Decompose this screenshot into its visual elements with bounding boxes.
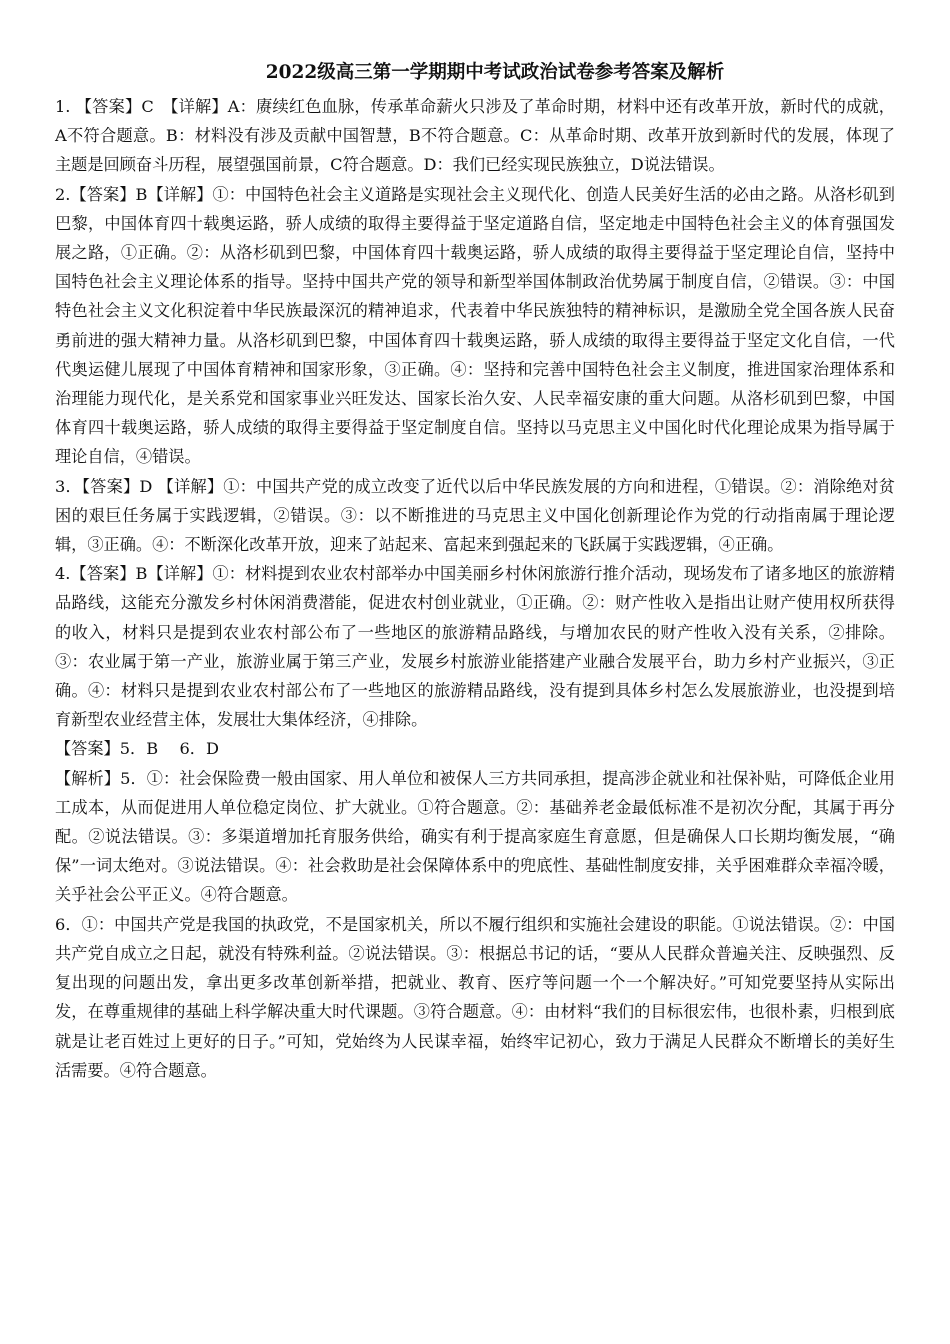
- answer-2: 2.【答案】B【详解】①：中国特色社会主义道路是实现社会主义现代化、创造人民美好生活的必由之路。从洛杉矶到巴黎，中国体育四十载奥运路，骄人成绩的取得主要得益于坚定道路自信，坚定地走中国特色社会主义的体育强国发展之路，①正确。②：从洛杉矶到巴黎，中国体育四十载奥运路，骄人成绩的取得主要得益于坚定理论自信，坚持中国特色社会主义理论体系的指导。坚持中国共产党的领导和新型举国体制政治优势属于制度自信，②错误。③：中国特色社会主义文化积淀着中华民族最深沉的精神追求，代表着中华民族独特的精神标识，是激励全党全国各族人民奋勇前进的强大精神力量。从洛杉矶到巴黎，中国体育四十载奥运路，骄人成绩的取得主要得益于坚定文化自信，一代代奥运健儿展现了中国体育精神和国家形象，③正确。④：坚持和完善中国特色社会主义制度，推进国家治理体系和治理能力现代化，是关系党和国家事业兴旺发达、国家长治久安、人民幸福安康的重大问题。从洛杉矶到巴黎，中国体育四十载奥运路，骄人成绩的取得主要得益于坚定制度自信。坚持以马克思主义中国化时代化理论成果为指导属于理论自信，④错误。: [55, 184, 895, 467]
- document-title: 2022级高三第一学期期中考试政治试卷参考答案及解析: [265, 62, 725, 83]
- answer-4: 4.【答案】B【详解】①：材料提到农业农村部举办中国美丽乡村休闲旅游行推介活动，现场发布了诸多地区的旅游精品路线，这能充分激发乡村休闲消费潜能，促进农村创业就业，①正确。②：财产性收入是指出让财产使用权所获得的收入，材料只是提到农业农村部公布了一些地区的旅游精品路线，与增加农民的财产性收入没有关系，②排除。③：农业属于第一产业，旅游业属于第三产业，发展乡村旅游业能搭建产业融合发展平台，助力乡村产业振兴，③正确。④：材料只是提到农业农村部公布了一些地区的旅游精品路线，没有提到具体乡村怎么发展旅游业，也没提到培育新型农业经营主体，发展壮大集体经济，④排除。: [55, 564, 895, 730]
- analysis-6: 6．①：中国共产党是我国的执政党，不是国家机关，所以不履行组织和实施社会建设的职能。①说法错误。②：中国共产党自成立之日起，就没有特殊利益。②说法错误。③：根据总书记的话，“要从人民群众普遍关注、反映强烈、反复出现的问题出发，拿出更多改革创新举措，把就业、教育、医疗等问题一个一个解决好。”可知党要坚持从实际出发，在尊重规律的基础上科学解决重大时代课题。③符合题意。④：由材料“我们的目标很宏伟，也很朴素，归根到底就是让老百姓过上更好的日子。”可知，党始终为人民谋幸福，始终牢记初心，致力于满足人民群众不断增长的美好生活需要。④符合题意。: [55, 914, 895, 1080]
- analysis-5: 【解析】5．①：社会保险费一般由国家、用人单位和被保人三方共同承担，提高涉企就业和社保补贴，可降低企业用工成本，从而促进用人单位稳定岗位、扩大就业。①符合题意。②：基础养老金最低标准不是初次分配，其属于再分配。②说法错误。③：多渠道增加托育服务供给，确实有利于提高家庭生育意愿，但是确保人口长期均衡发展，“确保”一词太绝对。③说法错误。④：社会救助是社会保障体系中的兜底性、基础性制度安排，关乎困难群众幸福冷暖，关乎社会公平正义。④符合题意。: [55, 768, 895, 905]
- answer-3: 3．【答案】D 【详解】①：中国共产党的成立改变了近代以后中华民族发展的方向和进程，①错误。②：消除绝对贫困的艰巨任务属于实践逻辑，②错误。③：以不断推进的马克思主义中国化创新理论作为党的行动指南属于理论逻辑，③正确。④：不断深化改革开放，迎来了站起来、富起来到强起来的飞跃属于实践逻辑，④正确。: [55, 476, 895, 555]
- answer-5-6-summary: 【答案】5．B 6．D: [55, 739, 219, 759]
- document-page: [55, 60, 895, 1085]
- answer-1: 1. 【答案】C 【详解】A：赓续红色血脉，传承革命薪火只涉及了革命时期，材料中还有改革开放，新时代的成就，A不符合题意。B：材料没有涉及贡献中国智慧，B不符合题意。C：从革命时期、改革开放到新时代的发展，体现了主题是回顾奋斗历程，展望强国前景，C符合题意。D：我们已经实现民族独立，D说法错误。: [55, 97, 895, 175]
